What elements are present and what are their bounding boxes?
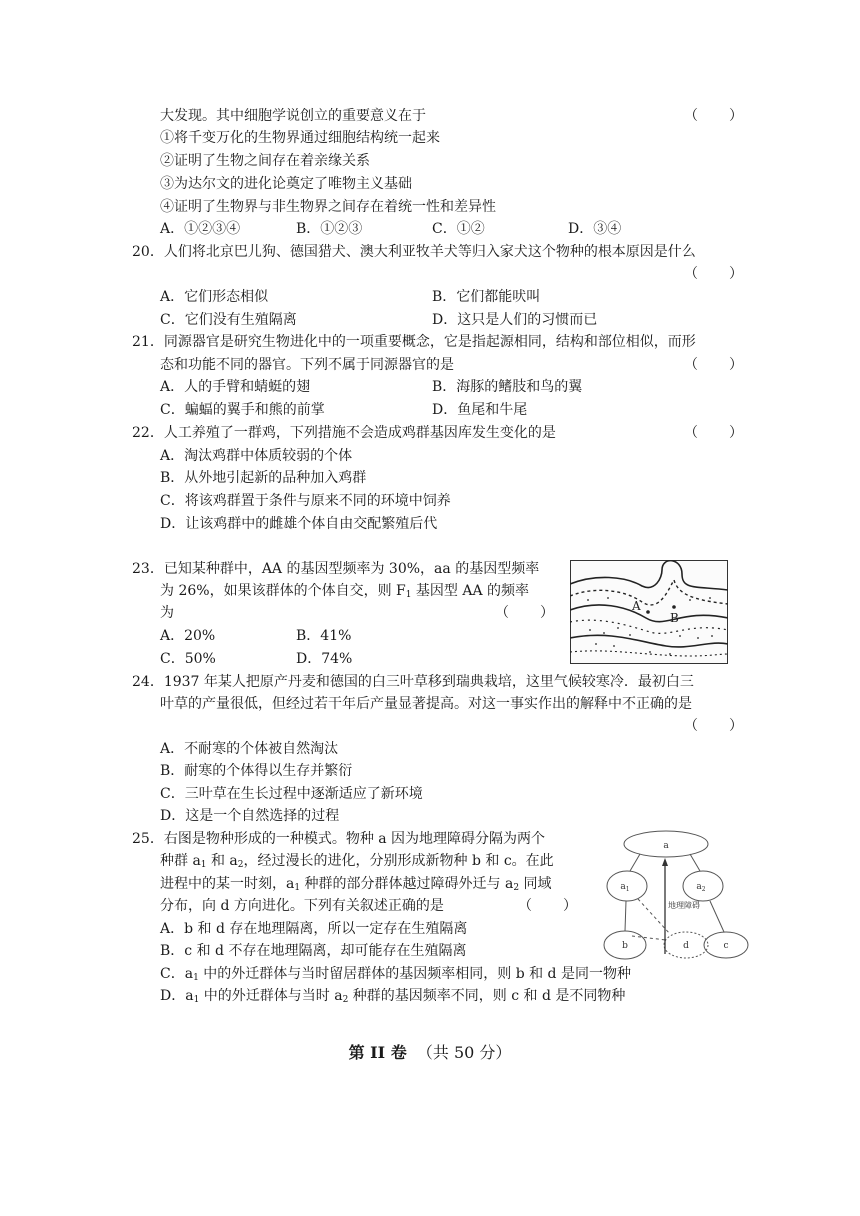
q20-stem: 20．人们将北京巴儿狗、德国猎犬、澳大利亚牧羊犬等归入家犬这个物种的根本原因是什么	[132, 244, 696, 260]
q25-answer-paren: （ ）	[518, 898, 578, 914]
node-b-label: b	[622, 941, 628, 951]
q19-option-c: C．①②	[432, 221, 485, 237]
q19-statement-2: ②证明了生物之间存在着亲缘关系	[160, 153, 370, 169]
q19-option-d: D．③④	[568, 221, 622, 237]
q21-option-a: A．人的手臂和蜻蜓的翅	[160, 379, 311, 395]
q22-option-c: C．将该鸡群置于条件与原来不同的环境中饲养	[160, 493, 451, 509]
q20-option-c: C．它们没有生殖隔离	[160, 312, 297, 328]
q21-option-b: B．海豚的鳍肢和鸟的翼	[432, 379, 583, 395]
q25-stem-line2: 种群 $a_1$ 和 $a_2$，经过漫长的进化，分别形成新物种 b 和 c。在此	[160, 853, 554, 870]
q19-option-a: A．①②③④	[160, 221, 241, 237]
node-d-label: d	[683, 941, 689, 951]
q19-statement-3: ③为达尔文的进化论奠定了唯物主义基础	[160, 176, 412, 192]
node-c-label: c	[723, 941, 729, 951]
q21-answer-paren: （ ）	[684, 357, 744, 373]
speciation-figure	[600, 826, 758, 964]
q22-answer-paren: （ ）	[684, 425, 744, 441]
q23-answer-paren: （ ）	[495, 605, 555, 621]
q24-option-c: C．三叶草在生长过程中逐渐适应了新环境	[160, 786, 423, 802]
rock-strata-figure	[570, 560, 728, 664]
q25-stem-line3: 进程中的某一时刻，$a_1$ 种群的部分群体越过障碍外迁与 $a_2$ 同域	[160, 876, 552, 893]
node-a1-label: $a_1$	[620, 882, 630, 893]
q24-option-a: A．不耐寒的个体被自然淘汰	[160, 741, 339, 757]
q21-option-d: D．鱼尾和牛尾	[432, 402, 528, 418]
q21-stem-line2: 态和功能不同的器官。下列不属于同源器官的是	[160, 357, 454, 373]
q19-stem-end: 大发现。其中细胞学说创立的重要意义在于	[160, 108, 426, 124]
q23-option-c: C．50%	[160, 651, 216, 667]
q20-answer-paren: （ ）	[684, 266, 744, 282]
q23-option-d: D．74%	[296, 651, 353, 667]
node-a2-label: $a_2$	[696, 882, 706, 893]
section-title	[0, 1042, 860, 1064]
speciation-svg	[600, 826, 758, 964]
q21-stem-line1: 21．同源器官是研究生物进化中的一项重要概念，它是指起源相同，结构和部位相似，而形	[132, 334, 696, 350]
node-a-label: a	[663, 841, 669, 851]
section-score: （共 50 分）	[416, 1043, 512, 1062]
q20-option-b: B．它们都能吠叫	[432, 289, 541, 305]
q25-option-c: C．$a_1$ 中的外迁群体与当时留居群体的基因频率相同，则 b 和 d 是同一物种	[160, 966, 631, 983]
q23-option-a: A．20%	[160, 628, 216, 644]
q25-option-d: D．$a_1$ 中的外迁群体与当时 $a_2$ 种群的基因频率不同，则 c 和 d 是不同物种	[160, 988, 626, 1005]
q19-statement-1: ①将千变万化的生物界通过细胞结构统一起来	[160, 130, 440, 146]
rock-label-a: A	[632, 599, 641, 613]
q25-stem-line4: 分布，向 d 方向进化。下列有关叙述正确的是	[160, 898, 444, 914]
rock-label-b: B	[670, 611, 679, 625]
barrier-label: 地理障碍	[668, 901, 700, 910]
q23-option-b: B．41%	[296, 628, 352, 644]
q23-stem-line1: 23．已知某种群中，AA 的基因型频率为 30%，aa 的基因型频率	[132, 561, 540, 577]
section-title-text: 第 II 卷	[348, 1043, 407, 1062]
q25-stem-line1: 25．右图是物种形成的一种模式。物种 a 因为地理障碍分隔为两个	[132, 831, 546, 847]
q22-option-a: A．淘汰鸡群中体质较弱的个体	[160, 448, 353, 464]
rock-strata-svg	[570, 560, 728, 664]
q22-option-b: B．从外地引起新的品种加入鸡群	[160, 470, 367, 486]
q22-option-d: D．让该鸡群中的雌雄个体自由交配繁殖后代	[160, 516, 438, 532]
q23-stem-line3: 为	[160, 605, 174, 621]
q24-stem-line2: 叶草的产量很低，但经过若干年后产量显著提高。对这一事实作出的解释中不正确的是	[160, 696, 692, 712]
q19-option-b: B．①②③	[296, 221, 363, 237]
q19-statement-4: ④证明了生物界与非生物界之间存在着统一性和差异性	[160, 199, 496, 215]
q19-answer-paren: （ ）	[684, 108, 744, 124]
q24-option-d: D．这是一个自然选择的过程	[160, 808, 340, 824]
q21-option-c: C．蝙蝠的翼手和熊的前掌	[160, 402, 325, 418]
q20-option-a: A．它们形态相似	[160, 289, 269, 305]
q20-option-d: D．这只是人们的习惯而已	[432, 312, 598, 328]
q22-stem: 22．人工养殖了一群鸡，下列措施不会造成鸡群基因库发生变化的是	[132, 425, 556, 441]
q23-stem-line2: 为 26%，如果该群体的个体自交，则 $F_1$ 基因型 AA 的频率	[160, 583, 530, 600]
q24-answer-paren: （ ）	[684, 718, 744, 734]
q24-stem-line1: 24．1937 年某人把原产丹麦和德国的白三叶草移到瑞典栽培，这里气候较寒冷．最初白三	[132, 674, 694, 690]
q25-option-a: A．b 和 d 存在地理隔离，所以一定存在生殖隔离	[160, 921, 468, 937]
q24-option-b: B．耐寒的个体得以生存并繁衍	[160, 763, 353, 779]
q25-option-b: B．c 和 d 不存在地理隔离，却可能存在生殖隔离	[160, 943, 467, 959]
